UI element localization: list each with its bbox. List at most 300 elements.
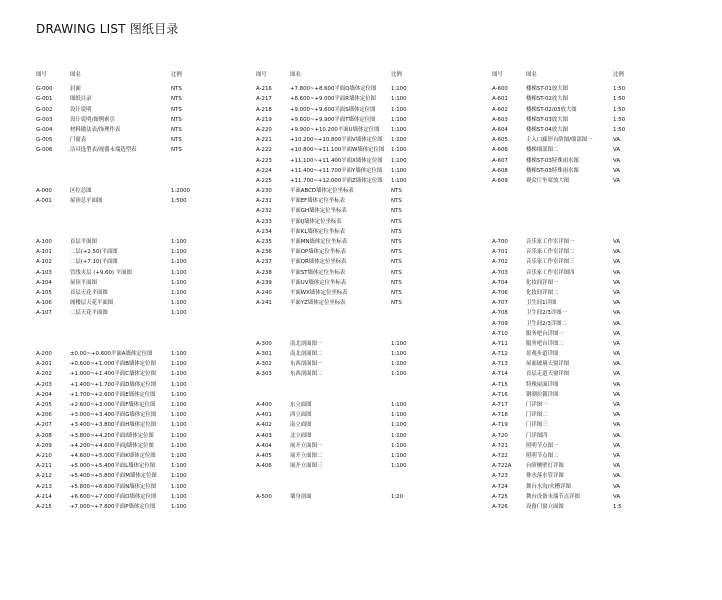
drawing-name: +4.200~+4.600平面J墙体定位图 xyxy=(70,442,154,449)
drawing-name: 钢制拉锁详图 xyxy=(526,391,559,398)
drawing-name: +10.800~+11.100平面W墙体定位图 xyxy=(290,147,385,154)
drawing-number: A-102 xyxy=(36,259,52,266)
drawing-scale: VA xyxy=(613,340,621,347)
drawing-number: A-204 xyxy=(36,391,52,398)
drawing-number: A-239 xyxy=(256,279,272,286)
drawing-name: +9.000~+9.600平面S墙体定位图 xyxy=(290,106,376,113)
drawing-scale: VA xyxy=(613,432,621,439)
drawing-scale: 1:100 xyxy=(171,279,187,286)
drawing-name: 设计说明 xyxy=(70,106,92,113)
drawing-scale: VA xyxy=(613,351,621,358)
drawing-scale: VA xyxy=(613,402,621,408)
drawing-name: +1.700~+2.600平面E墙体定位图 xyxy=(70,391,156,398)
drawing-name: 首层天花平面图 xyxy=(70,289,108,296)
drawing-number: A-716 xyxy=(492,391,508,398)
drawing-number: A-701 xyxy=(492,249,508,256)
drawing-number: G-005 xyxy=(36,137,53,144)
drawing-scale: NTS xyxy=(171,147,182,154)
drawing-scale: 1:100 xyxy=(391,137,407,144)
drawing-number: A-237 xyxy=(256,259,272,266)
drawing-scale: 1:100 xyxy=(171,371,187,378)
drawing-name: +5.400~+5.800平面M墙体定位图 xyxy=(70,473,157,480)
drawing-name: 二层(+7.10)平面图 xyxy=(70,259,118,266)
drawing-number: G-000 xyxy=(36,86,53,93)
drawing-number: A-709 xyxy=(492,320,508,327)
drawing-name: 阁楼层天花平面图 xyxy=(70,300,114,307)
drawing-name: 首层走道天窗详图 xyxy=(526,371,570,378)
drawing-name: 区位总图 xyxy=(70,188,92,195)
drawing-number: G-003 xyxy=(36,116,53,123)
drawing-name: 平面EF墙体定位坐标表 xyxy=(290,198,346,205)
drawing-name: +5.800~+6.600平面N墙体定位图 xyxy=(70,483,157,490)
drawing-number: A-604 xyxy=(492,126,508,133)
drawing-name: 首层平面图 xyxy=(70,239,97,245)
drawing-number: A-601 xyxy=(492,96,508,103)
drawing-scale: 1:100 xyxy=(391,340,407,347)
header-scale: 比例 xyxy=(391,72,402,78)
drawing-number: A-406 xyxy=(256,463,272,470)
drawing-number: A-300 xyxy=(256,340,272,347)
drawing-name: 卫生间2/3详图一 xyxy=(526,310,568,317)
drawing-scale: 1:100 xyxy=(171,402,187,408)
drawing-scale: VA xyxy=(613,493,621,500)
drawing-number: G-001 xyxy=(36,96,53,103)
drawing-name: +3.000~+3.400平面G墙体定位图 xyxy=(70,412,157,419)
drawing-number: A-225 xyxy=(256,177,272,184)
drawing-name: +9.900~+10.200平面U墙体定位图 xyxy=(290,126,380,133)
header-drawing-no: 图号 xyxy=(492,72,503,78)
drawing-scale: VA xyxy=(613,310,621,317)
drawing-scale: 1:100 xyxy=(171,432,187,439)
drawing-number: A-723 xyxy=(492,473,508,480)
drawing-number: A-207 xyxy=(36,422,52,429)
drawing-number: A-103 xyxy=(36,269,52,276)
drawing-scale: 1:100 xyxy=(391,452,407,459)
drawing-scale: 1:2000 xyxy=(171,188,190,195)
drawing-name: 音乐家工作室详图一 xyxy=(526,239,575,245)
drawing-number: A-724 xyxy=(492,483,508,490)
drawing-name: 材料做法表/饰理作表 xyxy=(70,126,121,133)
drawing-name: 观众厅坐席放大图 xyxy=(526,177,570,184)
drawing-name: 台阶侧壁灯详图 xyxy=(526,463,564,470)
drawing-number: A-107 xyxy=(36,310,52,317)
drawing-scale: VA xyxy=(613,473,621,480)
drawing-name: 照明节点图一 xyxy=(526,442,559,449)
drawing-number: A-702 xyxy=(492,259,508,266)
drawing-number: A-609 xyxy=(492,177,508,184)
drawing-name: 二层天花平面图 xyxy=(70,310,108,317)
drawing-name: +3.800~+4.200平面I墙体定位图 xyxy=(70,432,154,439)
drawing-scale: 1:100 xyxy=(391,463,407,470)
drawing-scale: 1:100 xyxy=(391,126,407,133)
drawing-scale: NTS xyxy=(391,228,402,235)
drawing-name: 音乐家工作室详图四 xyxy=(526,269,575,276)
drawing-number: A-726 xyxy=(492,503,508,510)
drawing-name: 墙身剖面 xyxy=(290,493,312,500)
drawing-scale: NTS xyxy=(391,239,402,245)
drawing-scale: NTS xyxy=(391,289,402,296)
drawing-name: 管线夹层 (+9.60) 平面图 xyxy=(70,269,132,276)
drawing-name: 展开立面图二 xyxy=(290,452,323,459)
drawing-name: 楼梯ST-03特殊雨水图 xyxy=(526,157,579,164)
drawing-number: A-715 xyxy=(492,381,508,388)
drawing-scale: 1:100 xyxy=(391,371,407,378)
drawing-number: A-101 xyxy=(36,249,52,256)
drawing-scale: NTS xyxy=(391,259,402,266)
drawing-name: 舞台设备末端节点详图 xyxy=(526,493,580,500)
drawing-scale: NTS xyxy=(391,269,402,276)
drawing-number: A-220 xyxy=(256,126,272,133)
drawing-scale: 1:100 xyxy=(391,412,407,419)
drawing-scale: VA xyxy=(613,422,621,429)
drawing-number: A-205 xyxy=(36,402,52,408)
drawing-scale: VA xyxy=(613,361,621,368)
drawing-name: 平面WX墙体定位坐标表 xyxy=(290,289,348,296)
drawing-name: 南北剖面图二 xyxy=(290,351,323,358)
drawing-number: A-000 xyxy=(36,188,52,195)
drawing-scale: 1:100 xyxy=(171,452,187,459)
drawing-number: A-722A xyxy=(492,463,512,470)
drawing-scale: VA xyxy=(613,371,621,378)
drawing-scale: 1:100 xyxy=(171,361,187,368)
drawing-number: A-717 xyxy=(492,402,508,408)
drawing-scale: 1:100 xyxy=(171,412,187,419)
drawing-name: 平面GH墙体定位坐标表 xyxy=(290,208,347,215)
drawing-scale: VA xyxy=(613,442,621,449)
drawing-name: +11.700~+12.000平面Z墙体定位图 xyxy=(290,177,383,184)
drawing-scale: 1:500 xyxy=(171,198,187,205)
drawing-number: A-719 xyxy=(492,422,508,429)
drawing-scale: 1:100 xyxy=(391,167,407,174)
drawing-number: A-104 xyxy=(36,279,52,286)
drawing-scale: 1:100 xyxy=(171,442,187,449)
drawing-name: 平面UV墙体定位坐标表 xyxy=(290,279,347,286)
drawing-name: 化妆间详图二 xyxy=(526,289,559,296)
drawing-number: A-600 xyxy=(492,86,508,93)
drawing-name: 主入口廊形台阶图/细部图一 xyxy=(526,137,593,144)
drawing-name: 楼梯ST-01放大图 xyxy=(526,86,568,93)
drawing-number: A-224 xyxy=(256,167,272,174)
header-scale: 比例 xyxy=(613,72,624,78)
drawing-name: +3.400~+3.800平面H墙体定位图 xyxy=(70,422,157,429)
drawing-number: A-402 xyxy=(256,422,272,429)
drawing-scale: VA xyxy=(613,147,621,154)
drawing-number: A-236 xyxy=(256,249,272,256)
drawing-name: 卫生间1详图 xyxy=(526,300,557,307)
drawing-number: A-234 xyxy=(256,228,272,235)
drawing-number: A-203 xyxy=(36,381,52,388)
drawing-name: +7.000~+7.800平面P墙体定位图 xyxy=(70,503,156,510)
drawing-name: 设备门窗立面图 xyxy=(526,503,564,510)
drawing-scale: 1:100 xyxy=(391,147,407,154)
drawing-name: 服务吧台详图一 xyxy=(526,330,564,337)
drawing-scale: VA xyxy=(613,167,621,174)
drawing-number: A-218 xyxy=(256,106,272,113)
drawing-number: A-232 xyxy=(256,208,272,215)
drawing-scale: 1:100 xyxy=(171,391,187,398)
drawing-scale: 1:100 xyxy=(171,259,187,266)
drawing-scale: 1:100 xyxy=(171,269,187,276)
drawing-number: A-607 xyxy=(492,157,508,164)
drawing-number: A-241 xyxy=(256,300,272,307)
drawing-name: +11.100~+11.400平面X墙体定位图 xyxy=(290,157,383,164)
header-drawing-name: 图名 xyxy=(70,72,81,78)
drawing-scale: VA xyxy=(613,391,621,398)
drawing-number: A-235 xyxy=(256,239,272,245)
drawing-number: A-213 xyxy=(36,483,52,490)
drawing-number: A-403 xyxy=(256,432,272,439)
drawing-name: +5.000~+5.400平面L墙体定位图 xyxy=(70,463,156,470)
drawing-number: A-202 xyxy=(36,371,52,378)
drawing-scale: VA xyxy=(613,249,621,256)
drawing-scale: 1:100 xyxy=(171,483,187,490)
drawing-number: A-231 xyxy=(256,198,272,205)
drawing-scale: 1:100 xyxy=(391,442,407,449)
drawing-name: 音乐家工作室详图二 xyxy=(526,249,575,256)
drawing-name: +1.000~+1.400平面C墙体定位图 xyxy=(70,371,156,378)
drawing-name: 门详图二 xyxy=(526,412,548,419)
drawing-name: 楼梯ST-02/03放大图 xyxy=(526,106,577,113)
drawing-name: 设计说明/图例索引 xyxy=(70,116,115,123)
drawing-name: 平面ST墙体定位坐标表 xyxy=(290,269,346,276)
drawing-number: A-206 xyxy=(36,412,52,419)
drawing-scale: 1:100 xyxy=(391,351,407,358)
drawing-number: A-714 xyxy=(492,371,508,378)
drawing-name: 楼梯ST-03特殊雨水图 xyxy=(526,167,579,174)
drawing-name: 二层(+2.50)平面图 xyxy=(70,249,118,256)
drawing-name: +1.400~+1.700平面D墙体定位图 xyxy=(70,381,157,388)
header-drawing-no: 图号 xyxy=(36,72,47,78)
drawing-name: 北立面图 xyxy=(290,432,312,439)
drawing-scale: VA xyxy=(613,259,621,266)
drawing-scale: 1:100 xyxy=(171,381,187,388)
drawing-number: A-711 xyxy=(492,340,508,347)
drawing-scale: VA xyxy=(613,483,621,490)
drawing-number: A-215 xyxy=(36,503,52,510)
drawing-number: A-208 xyxy=(36,432,52,439)
drawing-name: 屋面玻璃天窗详图 xyxy=(526,361,570,368)
drawing-name: +9.600~+9.900平面T墙体定位图 xyxy=(290,116,376,123)
page-title: DRAWING LIST 图纸目录 xyxy=(36,22,179,36)
header-drawing-no: 图号 xyxy=(256,72,267,78)
drawing-name: ±0.00~+0.600平面A墙体定位图 xyxy=(70,351,153,358)
drawing-scale: 1:100 xyxy=(171,351,187,358)
drawing-number: A-700 xyxy=(492,239,508,245)
drawing-number: A-105 xyxy=(36,289,52,296)
drawing-scale: 1:100 xyxy=(391,177,407,184)
drawing-scale: NTS xyxy=(391,208,402,215)
drawing-name: 排水落水管详图 xyxy=(526,473,564,480)
drawing-name: 门窗表 xyxy=(70,137,87,144)
drawing-number: A-708 xyxy=(492,310,508,317)
drawing-scale: 1:100 xyxy=(391,422,407,429)
drawing-number: A-602 xyxy=(492,106,508,113)
drawing-name: 东立面图 xyxy=(290,402,312,408)
drawing-name: 展开立面图一 xyxy=(290,442,323,449)
drawing-scale: VA xyxy=(613,279,621,286)
drawing-number: A-301 xyxy=(256,351,272,358)
drawing-number: G-002 xyxy=(36,106,53,113)
drawing-name: +4.600~+5.000平面K墙体定位图 xyxy=(70,452,156,459)
drawing-number: A-713 xyxy=(492,361,508,368)
drawing-number: A-605 xyxy=(492,137,508,144)
drawing-scale: 1:100 xyxy=(391,106,407,113)
drawing-number: A-606 xyxy=(492,147,508,154)
drawing-number: A-201 xyxy=(36,361,52,368)
drawing-number: A-200 xyxy=(36,351,52,358)
drawing-scale: 1:100 xyxy=(171,289,187,296)
drawing-name: 卫生间2/3详图二 xyxy=(526,320,568,327)
drawing-number: A-230 xyxy=(256,188,272,195)
drawing-name: 平面IJ墙体定位坐标表 xyxy=(290,218,342,225)
drawing-name: 化妆间详图一 xyxy=(526,279,559,286)
drawing-scale: 1:100 xyxy=(391,96,407,103)
header-scale: 比例 xyxy=(171,72,182,78)
drawing-name: +11.400~+11.700平面Y墙体定位图 xyxy=(290,167,383,174)
drawing-name: 门详图三 xyxy=(526,422,548,429)
drawing-number: A-706 xyxy=(492,289,508,296)
drawing-number: A-302 xyxy=(256,361,272,368)
drawing-scale: VA xyxy=(613,239,621,245)
drawing-scale: VA xyxy=(613,157,621,164)
drawing-scale: VA xyxy=(613,412,621,419)
drawing-scale: VA xyxy=(613,137,621,144)
drawing-name: 平面OP墙体定位坐标表 xyxy=(290,249,347,256)
drawing-name: 特殊屋面详图 xyxy=(526,381,559,388)
drawing-scale: 1:100 xyxy=(171,473,187,480)
drawing-name: +6.600~+7.000平面O墙体定位图 xyxy=(70,493,157,500)
drawing-scale: NTS xyxy=(391,249,402,256)
drawing-name: 图纸目录 xyxy=(70,96,92,103)
drawing-name: +2.600~+3.000平面F墙体定位图 xyxy=(70,402,156,408)
drawing-scale: VA xyxy=(613,381,621,388)
drawing-number: A-216 xyxy=(256,86,272,93)
drawing-name: +8.600~+9.000平面R墙体定位图 xyxy=(290,96,376,103)
drawing-name: 平面YZ墙体定位坐标表 xyxy=(290,300,346,307)
drawing-scale: 1:50 xyxy=(613,86,626,93)
drawing-scale: 1:100 xyxy=(171,249,187,256)
drawing-scale: 1:100 xyxy=(171,300,187,307)
drawing-name: 楼梯ST-02放大图 xyxy=(526,96,568,103)
drawing-scale: 1:20 xyxy=(391,493,404,500)
drawing-number: A-603 xyxy=(492,116,508,123)
drawing-name: 服务吧台详图二 xyxy=(526,340,564,347)
drawing-number: A-707 xyxy=(492,300,508,307)
drawing-number: A-712 xyxy=(492,351,508,358)
drawing-scale: 1:100 xyxy=(171,422,187,429)
drawing-number: A-720 xyxy=(492,432,508,439)
drawing-name: 东西剖面图二 xyxy=(290,371,323,378)
drawing-scale: NTS xyxy=(391,188,402,195)
drawing-number: A-722 xyxy=(492,452,508,459)
drawing-name: 屋顶总平面图 xyxy=(70,198,103,205)
drawing-scale: 1:100 xyxy=(391,86,407,93)
drawing-name: 洁具选型表/视器末端选型表 xyxy=(70,147,137,154)
drawing-scale: 1:50 xyxy=(613,126,626,133)
drawing-scale: VA xyxy=(613,269,621,276)
drawing-scale: VA xyxy=(613,289,621,296)
drawing-number: A-608 xyxy=(492,167,508,174)
drawing-number: A-721 xyxy=(492,442,508,449)
drawing-number: A-223 xyxy=(256,157,272,164)
drawing-name: 平面MN墙体定位坐标表 xyxy=(290,239,348,245)
drawing-name: 南立面图 xyxy=(290,422,312,429)
drawing-number: A-718 xyxy=(492,412,508,419)
drawing-number: G-006 xyxy=(36,147,53,154)
drawing-number: A-400 xyxy=(256,402,272,408)
drawing-name: +7.800~+8.600平面Q墙体定位图 xyxy=(290,86,377,93)
drawing-name: 封面 xyxy=(70,86,81,93)
drawing-scale: NTS xyxy=(171,126,182,133)
drawing-name: 门详图一 xyxy=(526,402,548,408)
drawing-number: A-212 xyxy=(36,473,52,480)
drawing-name: 屋顶平面图 xyxy=(70,279,97,286)
drawing-name: 平面KL墙体定位坐标表 xyxy=(290,228,346,235)
drawing-name: 门详图四 xyxy=(526,432,548,439)
drawing-scale: VA xyxy=(613,320,621,327)
drawing-number: A-238 xyxy=(256,269,272,276)
drawing-scale: NTS xyxy=(391,279,402,286)
drawing-number: A-725 xyxy=(492,493,508,500)
drawing-scale: NTS xyxy=(391,300,402,307)
drawing-name: +0.600~+1.000平面B墙体定位图 xyxy=(70,361,156,368)
drawing-number: A-303 xyxy=(256,371,272,378)
drawing-scale: NTS xyxy=(171,106,182,113)
drawing-name: 平面QR墙体定位坐标表 xyxy=(290,259,347,266)
drawing-scale: 1:100 xyxy=(391,157,407,164)
drawing-scale: 1:50 xyxy=(613,96,626,103)
drawing-scale: NTS xyxy=(171,96,182,103)
drawing-scale: VA xyxy=(613,300,621,307)
drawing-name: 南北剖面图一 xyxy=(290,340,323,347)
drawing-scale: VA xyxy=(613,463,621,470)
drawing-name: 展开立面图三 xyxy=(290,463,323,470)
drawing-name: 舞台水沟/火槽详图 xyxy=(526,483,571,490)
drawing-name: 景观步道详图 xyxy=(526,351,559,358)
drawing-name: 照明节点图二 xyxy=(526,452,559,459)
drawing-scale: 1:50 xyxy=(613,116,626,123)
drawing-scale: NTS xyxy=(171,86,182,93)
drawing-name: +10.200~+10.800平面V墙体定位图 xyxy=(290,137,383,144)
header-drawing-name: 图名 xyxy=(526,72,537,78)
drawing-scale: 1:100 xyxy=(171,503,187,510)
drawing-number: A-710 xyxy=(492,330,508,337)
drawing-number: A-404 xyxy=(256,442,272,449)
drawing-scale: 1:100 xyxy=(171,310,187,317)
drawing-scale: 1:100 xyxy=(391,361,407,368)
drawing-number: A-219 xyxy=(256,116,272,123)
drawing-number: A-405 xyxy=(256,452,272,459)
drawing-number: A-240 xyxy=(256,289,272,296)
drawing-number: A-211 xyxy=(36,463,52,470)
drawing-name: 楼梯ST-04放大图 xyxy=(526,126,568,133)
drawing-scale: 1:100 xyxy=(391,116,407,123)
drawing-name: 楼梯ST-03放大图 xyxy=(526,116,568,123)
drawing-number: A-214 xyxy=(36,493,52,500)
drawing-name: 音乐家工作室详图三 xyxy=(526,259,575,266)
drawing-scale: 1:100 xyxy=(391,402,407,408)
drawing-scale: NTS xyxy=(171,137,182,144)
drawing-name: 平面ABCD墙体定位坐标表 xyxy=(290,188,354,195)
drawing-scale: NTS xyxy=(391,218,402,225)
drawing-number: A-500 xyxy=(256,493,272,500)
drawing-number: A-100 xyxy=(36,239,52,245)
drawing-name: 东西剖面图一 xyxy=(290,361,323,368)
drawing-scale: 1:100 xyxy=(171,239,187,245)
drawing-number: A-704 xyxy=(492,279,508,286)
drawing-number: A-221 xyxy=(256,137,272,144)
drawing-number: A-106 xyxy=(36,300,52,307)
